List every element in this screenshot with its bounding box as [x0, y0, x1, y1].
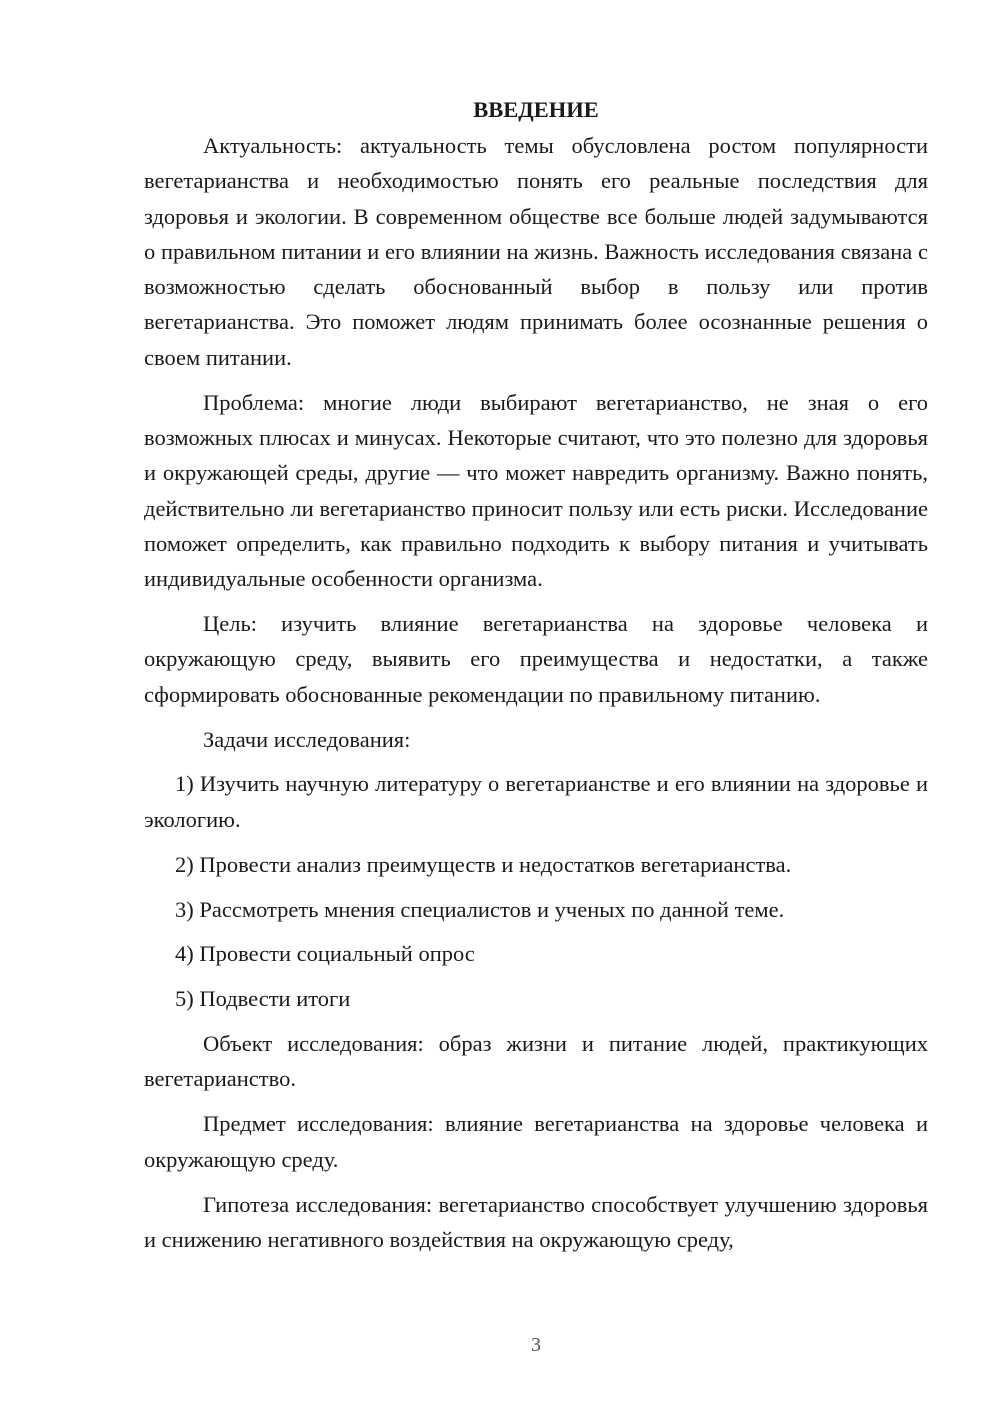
page-content: [144, 92, 928, 1267]
tasks-title: Задачи исследования:: [203, 726, 411, 752]
hypothesis-paragraph: Гипотеза исследования: вегетарианство способствует улучшению здоровья и снижению негативного воздействия на окружающую среду,: [144, 1191, 928, 1252]
subject-paragraph: Предмет исследования: влияние вегетарианства на здоровье человека и окружающую среду.: [144, 1111, 928, 1172]
problem-paragraph: Проблема: многие люди выбирают вегетарианство, не зная о его возможных плюсах и минусах. Некоторые считают, что это полезно для здоровья и окружающей среды, другие — что может навредить организму. Важно понять, действительно ли вегетарианство приносит пользу или есть риски. Исследование поможет определить, как правильно подходить к выбору питания и учитывать индивидуальные особенности организма.: [144, 389, 928, 592]
relevance-paragraph: Актуальность: актуальность темы обусловлена ростом популярности вегетарианства и необходимостью понять его реальные последствия для здоровья и экологии. В современном обществе все больше людей задумываются о правильном питании и его влиянии на жизнь. Важность исследования связана с возможностью сделать обоснованный выбор в пользу или против вегетарианства. Это поможет людям принимать более осознанные решения о своем питании.: [144, 133, 928, 370]
object-paragraph: Объект исследования: образ жизни и питание людей, практикующих вегетарианство.: [144, 1031, 928, 1092]
task-item-1: 1) Изучить научную литературу о вегетарианстве и его влиянии на здоровье и экологию.: [144, 771, 928, 832]
task-item-3: 3) Рассмотреть мнения специалистов и ученых по данной теме.: [175, 896, 785, 922]
task-item-5: 5) Подвести итоги: [175, 986, 351, 1012]
goal-paragraph: Цель: изучить влияние вегетарианства на здоровье человека и окружающую среду, выявить его преимущества и недостатки, а также сформировать обоснованные рекомендации по правильному питанию.: [144, 611, 928, 707]
task-item-2: 2) Провести анализ преимуществ и недостатков вегетарианства.: [175, 851, 792, 877]
section-heading: ВВЕДЕНИЕ: [473, 97, 599, 122]
task-item-4: 4) Провести социальный опрос: [175, 941, 475, 967]
page-number: 3: [531, 1334, 541, 1356]
